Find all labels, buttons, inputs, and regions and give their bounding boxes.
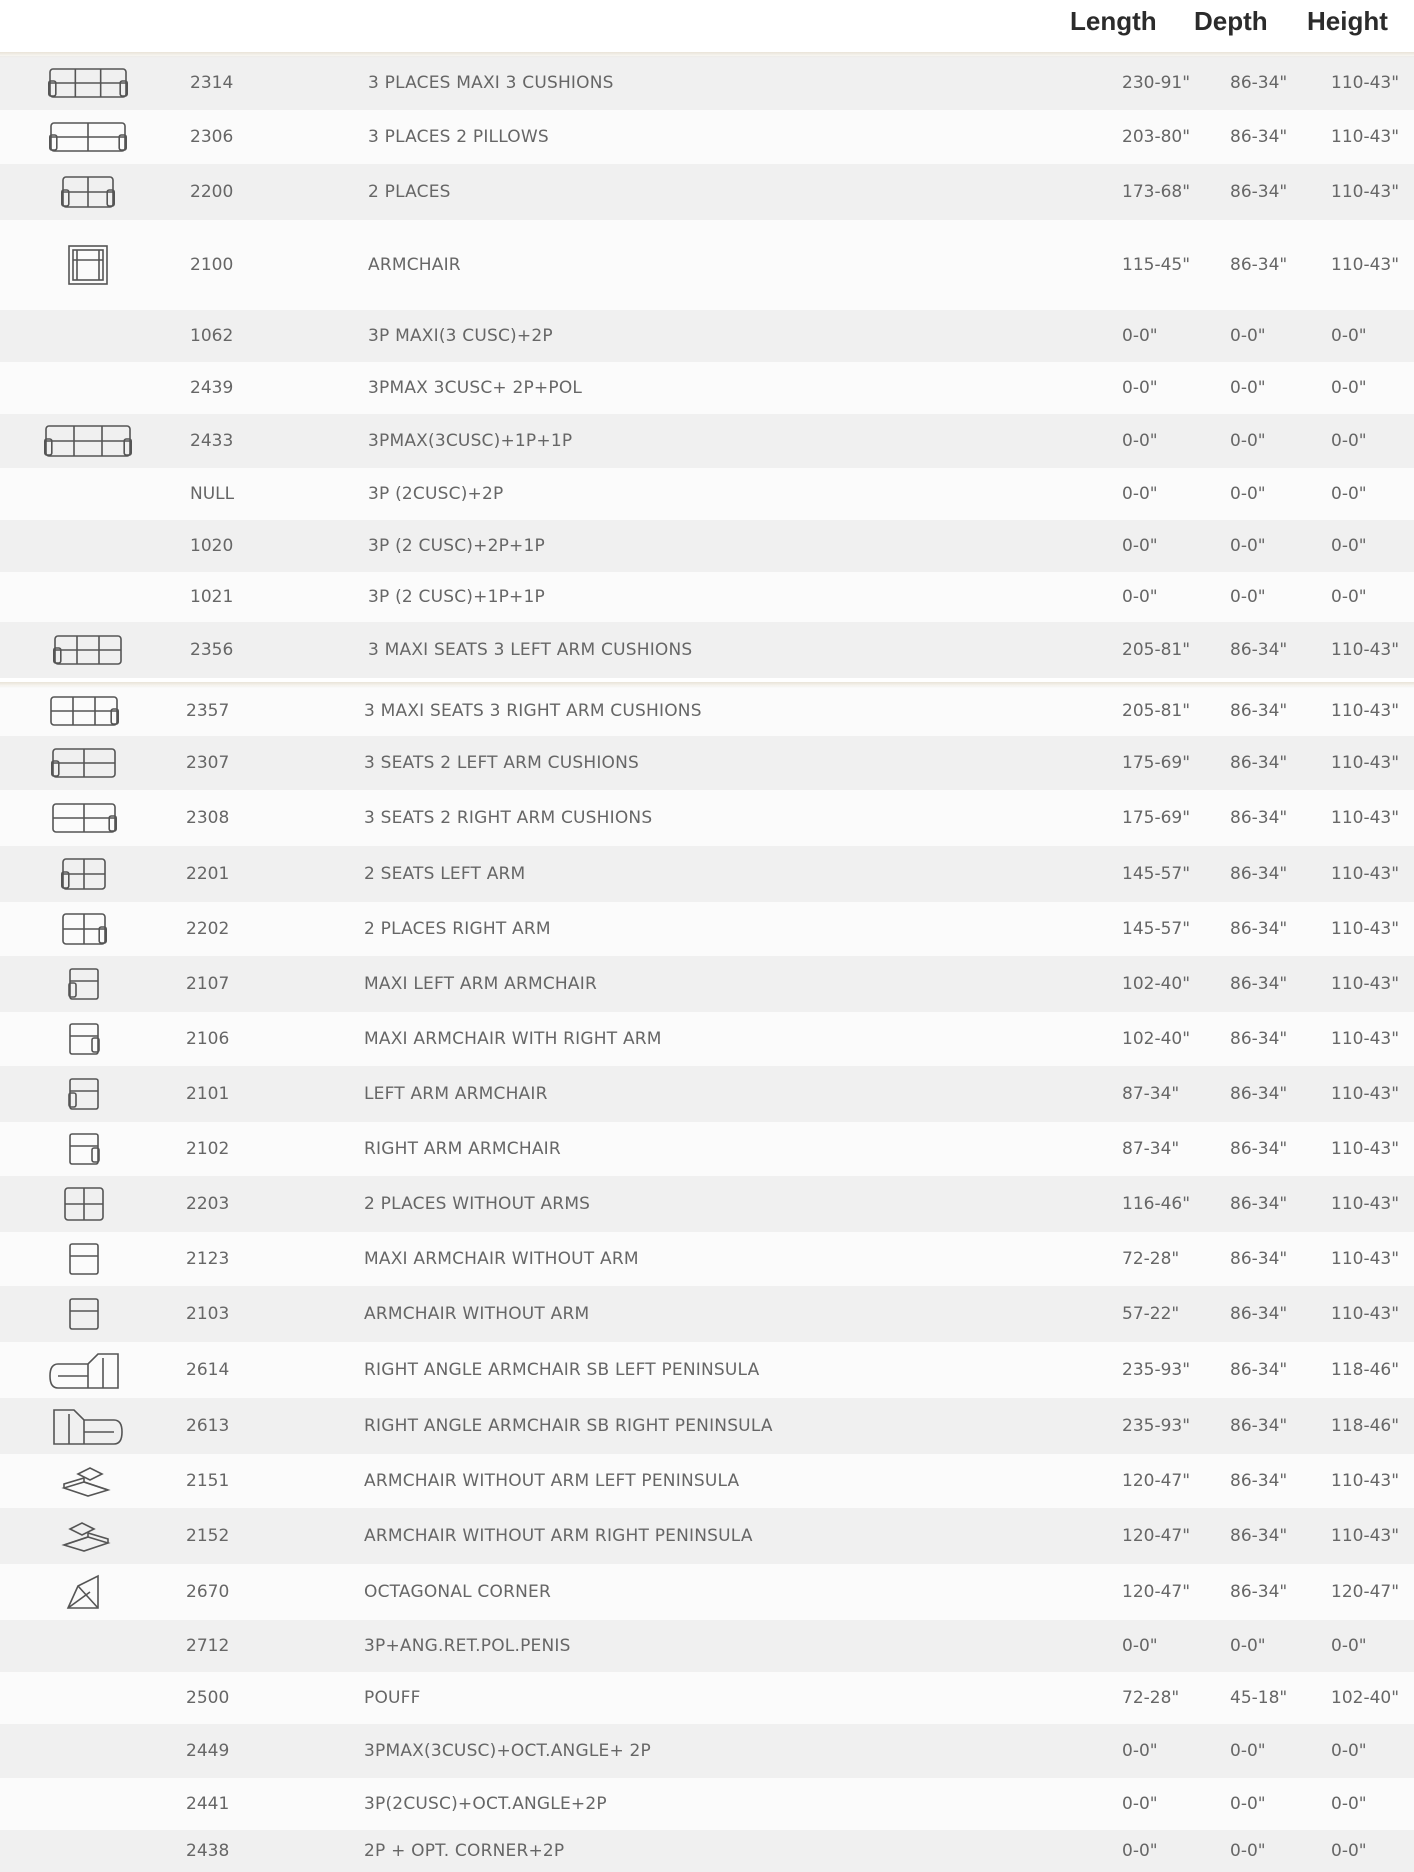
height-value: 110-43": [1331, 919, 1400, 939]
length-value: 175-69": [1122, 753, 1191, 773]
height-value: 0-0": [1331, 1794, 1367, 1814]
sofa-2-seat-icon: [61, 175, 115, 209]
table-row: [0, 1342, 1414, 1398]
sofa-2-seat-no-arm-icon: [63, 1186, 105, 1222]
height-value: 0-0": [1331, 1636, 1367, 1656]
depth-value: 86-34": [1230, 1084, 1288, 1104]
table-row: [0, 1066, 1414, 1122]
height-value: 0-0": [1331, 431, 1367, 451]
product-description: MAXI ARMCHAIR WITH RIGHT ARM: [364, 1029, 662, 1049]
height-value: 118-46": [1331, 1416, 1400, 1436]
section-divider: [0, 52, 1414, 58]
table-row: [0, 1830, 1414, 1872]
depth-value: 86-34": [1230, 753, 1288, 773]
sofa-2-cushion-right-arm-icon: [51, 802, 117, 834]
product-description: ARMCHAIR: [368, 255, 461, 275]
length-value: 87-34": [1122, 1084, 1180, 1104]
product-code: 2102: [186, 1139, 230, 1159]
product-description: 3 SEATS 2 RIGHT ARM CUSHIONS: [364, 808, 653, 828]
height-value: 110-43": [1331, 753, 1400, 773]
depth-value: 86-34": [1230, 808, 1288, 828]
product-code: 2151: [186, 1471, 230, 1491]
height-value: 0-0": [1331, 536, 1367, 556]
depth-value: 45-18": [1230, 1688, 1288, 1708]
depth-value: 86-34": [1230, 1249, 1288, 1269]
product-description: 3 PLACES MAXI 3 CUSHIONS: [368, 73, 614, 93]
sofa-2-cushion-left-arm-icon: [51, 747, 117, 779]
product-code: 2307: [186, 753, 230, 773]
product-code: 2613: [186, 1416, 230, 1436]
table-row: [0, 736, 1414, 790]
product-description: 3P (2 CUSC)+1P+1P: [368, 587, 545, 607]
table-row: [0, 1778, 1414, 1830]
sofa-2-seat-left-arm-icon: [61, 857, 107, 891]
table-row: [0, 1672, 1414, 1724]
product-code: 2101: [186, 1084, 230, 1104]
length-value: 72-28": [1122, 1688, 1180, 1708]
octagonal-corner-icon: [64, 1572, 104, 1612]
armchair-right-arm-icon: [68, 1022, 100, 1056]
depth-value: 0-0": [1230, 536, 1266, 556]
product-code: 2670: [186, 1582, 230, 1602]
depth-value: 0-0": [1230, 1741, 1266, 1761]
table-row: [0, 1122, 1414, 1176]
depth-value: 86-34": [1230, 640, 1288, 660]
height-value: 110-43": [1331, 182, 1400, 202]
product-description: ARMCHAIR WITHOUT ARM RIGHT PENINSULA: [364, 1526, 753, 1546]
height-value: 110-43": [1331, 1194, 1400, 1214]
product-description: 2 PLACES WITHOUT ARMS: [364, 1194, 591, 1214]
product-code: 2433: [190, 431, 234, 451]
product-code: 2441: [186, 1794, 230, 1814]
height-value: 118-46": [1331, 1360, 1400, 1380]
table-row: [0, 414, 1414, 468]
product-description: 2 PLACES RIGHT ARM: [364, 919, 551, 939]
height-value: 110-43": [1331, 974, 1400, 994]
product-description: RIGHT ANGLE ARMCHAIR SB RIGHT PENINSULA: [364, 1416, 773, 1436]
product-code: 2201: [186, 864, 230, 884]
depth-value: 86-34": [1230, 255, 1288, 275]
armchair-no-arm-icon: [68, 1242, 100, 1276]
product-description: 3 SEATS 2 LEFT ARM CUSHIONS: [364, 753, 640, 773]
length-value: 205-81": [1122, 701, 1191, 721]
product-code: NULL: [190, 484, 235, 504]
sofa-3-right-arm-icon: [49, 695, 119, 727]
table-row: [0, 902, 1414, 956]
height-value: 110-43": [1331, 701, 1400, 721]
product-description: 2 PLACES: [368, 182, 451, 202]
table-row: [0, 1012, 1414, 1066]
table-row: [0, 220, 1414, 310]
table-row: [0, 1564, 1414, 1620]
peninsula-left-icon: [48, 1350, 124, 1390]
length-value: 235-93": [1122, 1360, 1191, 1380]
depth-value: 86-34": [1230, 1139, 1288, 1159]
length-value: 235-93": [1122, 1416, 1191, 1436]
height-value: 102-40": [1331, 1688, 1400, 1708]
length-value: 120-47": [1122, 1526, 1191, 1546]
length-value: 0-0": [1122, 378, 1158, 398]
depth-value: 0-0": [1230, 587, 1266, 607]
product-code: 2712: [186, 1636, 230, 1656]
product-code: 2614: [186, 1360, 230, 1380]
product-description: MAXI LEFT ARM ARMCHAIR: [364, 974, 597, 994]
length-value: 102-40": [1122, 1029, 1191, 1049]
sofa-3-cushion-icon: [48, 67, 128, 99]
product-description: 2P + OPT. CORNER+2P: [364, 1841, 565, 1861]
table-row: [0, 846, 1414, 902]
product-description: RIGHT ARM ARMCHAIR: [364, 1139, 561, 1159]
height-value: 110-43": [1331, 255, 1400, 275]
depth-value: 0-0": [1230, 431, 1266, 451]
sofa-4-seat-icon: [44, 424, 132, 458]
length-value: 145-57": [1122, 919, 1191, 939]
product-code: 2123: [186, 1249, 230, 1269]
height-value: 110-43": [1331, 1029, 1400, 1049]
depth-value: 0-0": [1230, 1636, 1266, 1656]
table-row: [0, 956, 1414, 1012]
length-value: 0-0": [1122, 1741, 1158, 1761]
table-row: [0, 1508, 1414, 1564]
product-code: 2438: [186, 1841, 230, 1861]
product-code: 1062: [190, 326, 234, 346]
product-description: 3PMAX(3CUSC)+OCT.ANGLE+ 2P: [364, 1741, 651, 1761]
length-value: 230-91": [1122, 73, 1191, 93]
chaise-right-icon: [58, 1519, 114, 1553]
length-value: 0-0": [1122, 1794, 1158, 1814]
depth-value: 0-0": [1230, 484, 1266, 504]
table-row: [0, 1724, 1414, 1778]
height-value: 110-43": [1331, 1526, 1400, 1546]
product-code: 2356: [190, 640, 234, 660]
table-row: [0, 1286, 1414, 1342]
length-value: 0-0": [1122, 587, 1158, 607]
product-code: 2107: [186, 974, 230, 994]
depth-value: 86-34": [1230, 919, 1288, 939]
table-row: [0, 1620, 1414, 1672]
depth-value: 86-34": [1230, 974, 1288, 994]
length-value: 57-22": [1122, 1304, 1180, 1324]
height-value: 0-0": [1331, 1741, 1367, 1761]
depth-value: 86-34": [1230, 1582, 1288, 1602]
depth-value: 86-34": [1230, 182, 1288, 202]
product-code: 1021: [190, 587, 234, 607]
product-code: 2449: [186, 1741, 230, 1761]
depth-value: 86-34": [1230, 864, 1288, 884]
table-row: [0, 1176, 1414, 1232]
length-value: 120-47": [1122, 1582, 1191, 1602]
height-value: 110-43": [1331, 127, 1400, 147]
product-description: 3P (2 CUSC)+2P+1P: [368, 536, 545, 556]
table-row: [0, 1398, 1414, 1454]
depth-column-header: Depth: [1194, 6, 1268, 36]
depth-value: 86-34": [1230, 1471, 1288, 1491]
depth-value: 86-34": [1230, 127, 1288, 147]
height-value: 0-0": [1331, 378, 1367, 398]
product-description: LEFT ARM ARMCHAIR: [364, 1084, 548, 1104]
product-code: 1020: [190, 536, 234, 556]
table-row: [0, 164, 1414, 220]
product-description: 2 SEATS LEFT ARM: [364, 864, 526, 884]
product-description: 3PMAX 3CUSC+ 2P+POL: [368, 378, 583, 398]
armchair-left-arm-icon: [68, 1077, 100, 1111]
height-value: 110-43": [1331, 1471, 1400, 1491]
product-code: 2357: [186, 701, 230, 721]
product-description: OCTAGONAL CORNER: [364, 1582, 551, 1602]
depth-value: 86-34": [1230, 701, 1288, 721]
depth-value: 0-0": [1230, 378, 1266, 398]
depth-value: 86-34": [1230, 1029, 1288, 1049]
table-row: [0, 110, 1414, 164]
height-value: 110-43": [1331, 1139, 1400, 1159]
table-row: [0, 520, 1414, 572]
table-row: [0, 362, 1414, 414]
height-value: 0-0": [1331, 484, 1367, 504]
height-value: 0-0": [1331, 326, 1367, 346]
depth-value: 0-0": [1230, 1841, 1266, 1861]
product-description: MAXI ARMCHAIR WITHOUT ARM: [364, 1249, 639, 1269]
product-description: 3 PLACES 2 PILLOWS: [368, 127, 549, 147]
length-value: 87-34": [1122, 1139, 1180, 1159]
table-row: [0, 56, 1414, 110]
product-code: 2500: [186, 1688, 230, 1708]
product-code: 2200: [190, 182, 234, 202]
height-value: 0-0": [1331, 587, 1367, 607]
product-code: 2306: [190, 127, 234, 147]
height-value: 110-43": [1331, 1084, 1400, 1104]
depth-value: 0-0": [1230, 326, 1266, 346]
product-code: 2439: [190, 378, 234, 398]
depth-value: 0-0": [1230, 1794, 1266, 1814]
sofa-3-left-arm-icon: [53, 634, 123, 666]
section-divider: [0, 682, 1414, 688]
product-code: 2100: [190, 255, 234, 275]
length-value: 173-68": [1122, 182, 1191, 202]
depth-value: 86-34": [1230, 1526, 1288, 1546]
height-value: 120-47": [1331, 1582, 1400, 1602]
peninsula-right-icon: [48, 1406, 124, 1446]
armchair-right-arm-icon: [68, 1132, 100, 1166]
product-description: 3P (2CUSC)+2P: [368, 484, 504, 504]
length-value: 0-0": [1122, 431, 1158, 451]
depth-value: 86-34": [1230, 1304, 1288, 1324]
length-value: 0-0": [1122, 1636, 1158, 1656]
product-code: 2314: [190, 73, 234, 93]
height-value: 110-43": [1331, 640, 1400, 660]
depth-value: 86-34": [1230, 73, 1288, 93]
table-row: [0, 310, 1414, 362]
product-code: 2152: [186, 1526, 230, 1546]
armchair-left-arm-icon: [68, 967, 100, 1001]
table-row: [0, 468, 1414, 520]
product-description: 3 MAXI SEATS 3 LEFT ARM CUSHIONS: [368, 640, 693, 660]
product-code: 2103: [186, 1304, 230, 1324]
length-value: 0-0": [1122, 484, 1158, 504]
height-value: 110-43": [1331, 808, 1400, 828]
sofa-3-seat-2-cushion-icon: [49, 121, 127, 153]
length-value: 115-45": [1122, 255, 1191, 275]
product-description: ARMCHAIR WITHOUT ARM LEFT PENINSULA: [364, 1471, 740, 1491]
depth-value: 86-34": [1230, 1194, 1288, 1214]
height-column-header: Height: [1307, 6, 1388, 36]
table-row: [0, 1232, 1414, 1286]
table-row: [0, 790, 1414, 846]
product-description: 3P+ANG.RET.POL.PENIS: [364, 1636, 571, 1656]
armchair-icon: [67, 244, 109, 286]
length-value: 145-57": [1122, 864, 1191, 884]
length-value: 0-0": [1122, 1841, 1158, 1861]
armchair-no-arm-icon: [68, 1297, 100, 1331]
length-value: 72-28": [1122, 1249, 1180, 1269]
length-value: 203-80": [1122, 127, 1191, 147]
product-code: 2106: [186, 1029, 230, 1049]
sofa-2-seat-right-arm-icon: [61, 912, 107, 946]
product-description: 3PMAX(3CUSC)+1P+1P: [368, 431, 573, 451]
table-header: [0, 0, 1414, 52]
product-description: 3P MAXI(3 CUSC)+2P: [368, 326, 553, 346]
length-value: 205-81": [1122, 640, 1191, 660]
table-row: [0, 572, 1414, 622]
product-code: 2203: [186, 1194, 230, 1214]
length-value: 0-0": [1122, 536, 1158, 556]
length-value: 175-69": [1122, 808, 1191, 828]
height-value: 110-43": [1331, 1304, 1400, 1324]
table-row: [0, 686, 1414, 736]
product-code: 2308: [186, 808, 230, 828]
length-column-header: Length: [1070, 6, 1157, 36]
product-description: RIGHT ANGLE ARMCHAIR SB LEFT PENINSULA: [364, 1360, 760, 1380]
depth-value: 86-34": [1230, 1416, 1288, 1436]
height-value: 110-43": [1331, 864, 1400, 884]
depth-value: 86-34": [1230, 1360, 1288, 1380]
height-value: 110-43": [1331, 1249, 1400, 1269]
length-value: 120-47": [1122, 1471, 1191, 1491]
chaise-left-icon: [58, 1464, 114, 1498]
length-value: 102-40": [1122, 974, 1191, 994]
product-description: 3P(2CUSC)+OCT.ANGLE+2P: [364, 1794, 607, 1814]
product-description: 3 MAXI SEATS 3 RIGHT ARM CUSHIONS: [364, 701, 702, 721]
height-value: 0-0": [1331, 1841, 1367, 1861]
table-row: [0, 1454, 1414, 1508]
length-value: 116-46": [1122, 1194, 1191, 1214]
table-row: [0, 622, 1414, 678]
height-value: 110-43": [1331, 73, 1400, 93]
product-code: 2202: [186, 919, 230, 939]
length-value: 0-0": [1122, 326, 1158, 346]
product-description: POUFF: [364, 1688, 421, 1708]
product-description: ARMCHAIR WITHOUT ARM: [364, 1304, 590, 1324]
